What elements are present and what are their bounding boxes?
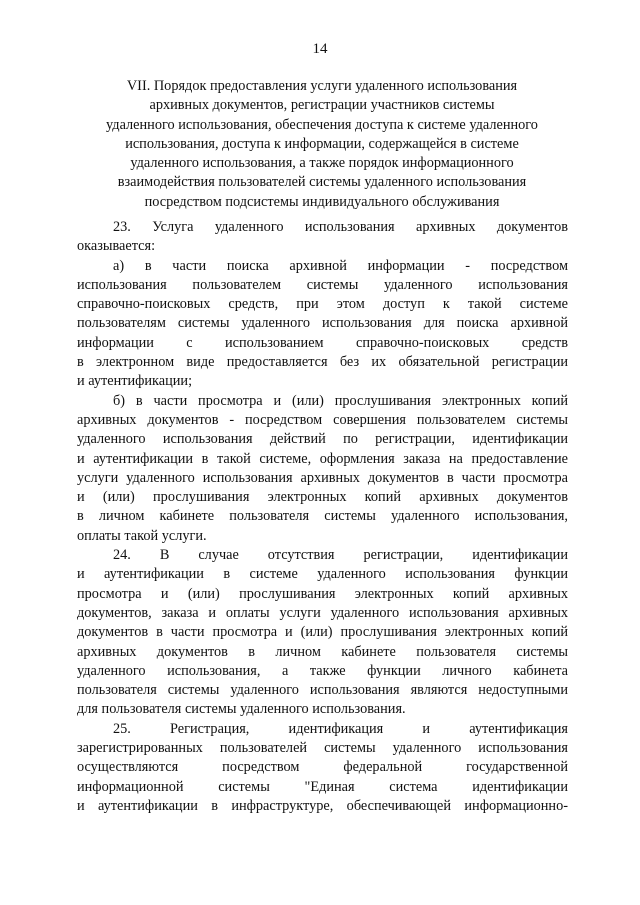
- text-line: архивных документов - посредством совершения пользователем системы: [77, 411, 568, 428]
- text-line: информационной системы "Единая система идентификации: [77, 778, 568, 795]
- text-line: удаленного использования действий по регистрации, идентификации: [77, 431, 568, 448]
- heading-line: архивных документов, регистрации участников системы: [149, 97, 495, 114]
- section-heading: [72, 77, 572, 212]
- text-line: и аутентификации;: [77, 373, 193, 390]
- text-line: просмотра и (или) прослушивания электронных копий архивных: [77, 585, 568, 602]
- text-line: оплаты такой услуги.: [77, 527, 207, 544]
- text-line: и (или) прослушивания электронных копий архивных документов: [77, 489, 568, 506]
- text-line: зарегистрированных пользователей системы удаленного использования: [77, 740, 568, 757]
- text-line: а) в части поиска архивной информации - посредством: [113, 257, 568, 274]
- text-line: архивных документов в личном кабинете пользователя системы: [77, 643, 568, 660]
- text-line: документов, заказа и оплаты услуги удаленного использования архивных: [77, 604, 568, 621]
- text-line: использования пользователем системы удаленного использования: [77, 276, 568, 293]
- text-line: и аутентификации в инфраструктуре, обеспечивающей информационно-: [77, 797, 568, 814]
- text-line: справочно-поисковых средств, при этом доступ к такой системе: [77, 296, 568, 313]
- text-line: для пользователя системы удаленного использования.: [77, 701, 406, 718]
- text-line: пользователям системы удаленного использования для поиска архивной: [77, 315, 568, 332]
- heading-line: VII. Порядок предоставления услуги удаленного использования: [126, 78, 518, 94]
- body-text: [77, 218, 568, 816]
- text-line: услуги удаленного использования архивных документов в части просмотра: [77, 469, 568, 486]
- heading-line: посредством подсистемы индивидуального обслуживания: [144, 193, 500, 210]
- text-line: удаленного использования, а также функции личного кабинета: [77, 662, 568, 679]
- text-line: 24. В случае отсутствия регистрации, идентификации: [113, 547, 568, 564]
- text-line: и аутентификации в системе удаленного использования функции: [77, 566, 568, 583]
- heading-line: удаленного использования, обеспечения доступа к системе удаленного: [106, 116, 538, 133]
- text-line: 23. Услуга удаленного использования архивных документов: [113, 219, 568, 235]
- heading-line: удаленного использования, а также порядок информационного: [130, 155, 514, 172]
- text-line: 25. Регистрация, идентификация и аутентификация: [113, 720, 568, 737]
- heading-line: использования, доступа к информации, содержащейся в системе: [125, 135, 519, 152]
- text-line: в электронном виде предоставляется без их обязательной регистрации: [77, 354, 568, 371]
- text-line: информации с использованием справочно-поисковых средств: [77, 334, 568, 351]
- text-line: пользователя системы удаленного использования являются недоступными: [77, 682, 568, 699]
- text-line: и аутентификации в такой системе, оформления заказа на предоставление: [77, 450, 568, 467]
- text-line: в личном кабинете пользователя системы удаленного использования,: [77, 508, 568, 525]
- heading-line: взаимодействия пользователей системы удаленного использования: [117, 174, 527, 191]
- text-line: осуществляются посредством федеральной государственной: [77, 759, 568, 776]
- text-line: б) в части просмотра и (или) прослушивания электронных копий: [113, 392, 568, 409]
- text-line: документов в части просмотра и (или) прослушивания электронных копий: [77, 624, 568, 641]
- page-number: 14: [312, 41, 328, 57]
- text-line: оказывается:: [77, 238, 156, 255]
